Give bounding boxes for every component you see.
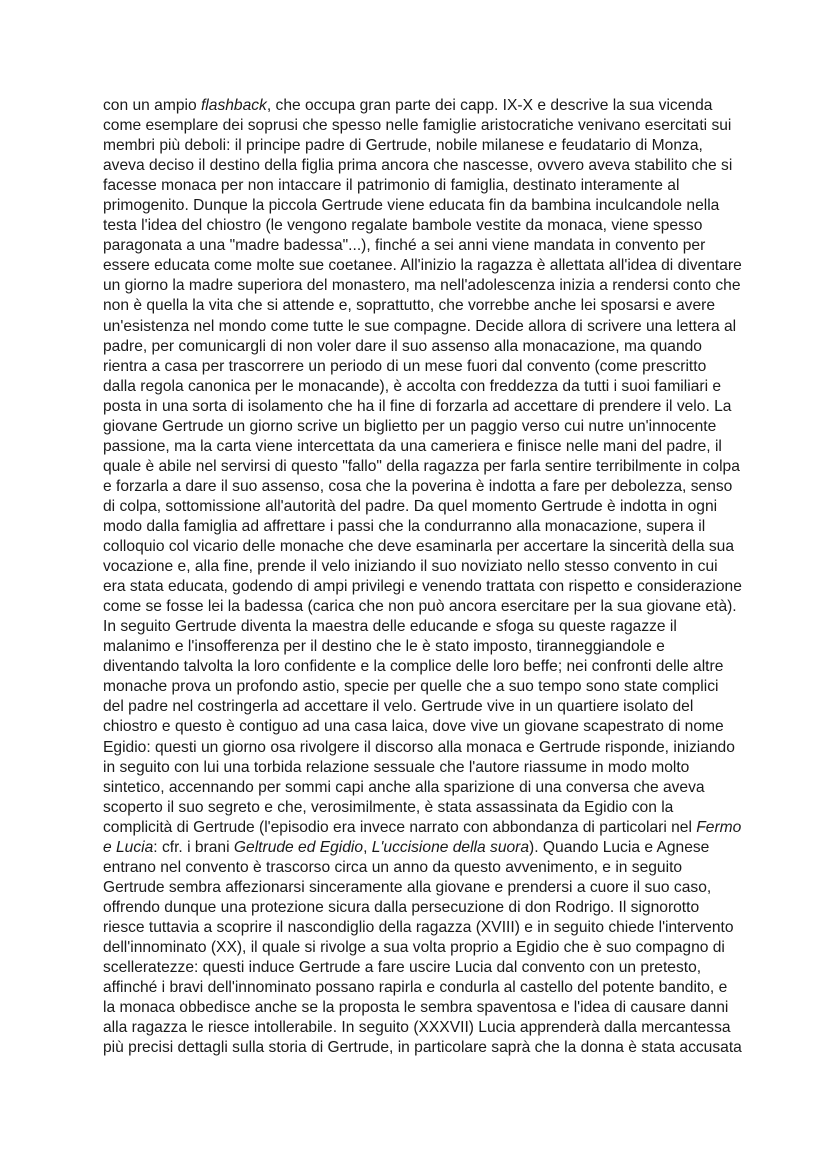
text-run: dalla regola canonica per le monacande), è accolta con freddezza da tutti i suoi familiari e bbox=[103, 377, 722, 395]
text-line bbox=[103, 1038, 743, 1058]
text-run: posta in una sorta di isolamento che ha il fine di forzarla ad accettare di prendere il velo. La bbox=[103, 397, 732, 415]
text-run: giovane Gertrude un giorno scrive un biglietto per un paggio verso cui nutre un'innocente bbox=[103, 417, 717, 435]
text-run: modo dalla famiglia ad affrettare i passi che la condurranno alla monacazione, supera il bbox=[103, 517, 706, 535]
text-line bbox=[103, 317, 743, 337]
text-run: Egidio: questi un giorno osa rivolgere il discorso alla monaca e Gertrude risponde, iniziando bbox=[103, 738, 735, 756]
text-line bbox=[103, 918, 743, 938]
text-run: : cfr. i brani bbox=[153, 838, 234, 856]
text-line bbox=[103, 417, 743, 437]
text-run: chiostro e questo è contiguo ad una casa laica, dove vive un giovane scapestrato di nome bbox=[103, 718, 724, 736]
text-run: offrendo dunque una protezione sicura dalla persecuzione di don Rodrigo. Il signorotto bbox=[103, 898, 700, 916]
text-run: più precisi dettagli sulla storia di Gertrude, in particolare saprà che la donna è stata accusata bbox=[103, 1039, 742, 1057]
text-run: passione, ma la carta viene intercettata da una cameriera e finisce nelle mani del padre, il bbox=[103, 437, 722, 455]
text-run: in seguito con lui una torbida relazione sessuale che l'autore riassume in modo molto bbox=[103, 758, 690, 776]
text-line bbox=[103, 657, 743, 677]
text-run: padre, per comunicargli di non voler dare il suo assenso alla monacazione, ma quando bbox=[103, 337, 702, 355]
text-line bbox=[103, 437, 743, 457]
text-run: come se fosse lei la badessa (carica che non può ancora esercitare per la sua giovane età). bbox=[103, 598, 737, 616]
text-run: ). Quando Lucia e Agnese bbox=[529, 838, 710, 856]
text-line bbox=[103, 738, 743, 758]
text-line bbox=[103, 637, 743, 657]
text-run: del padre nel costringerla ad accettare il velo. Gertrude vive in un quartiere isolato del bbox=[103, 698, 694, 716]
text-run: primogenito. Dunque la piccola Gertrude viene educata fin da bambina inculcandole nella bbox=[103, 197, 720, 215]
text-line bbox=[103, 216, 743, 236]
text-run: complicità di Gertrude (l'episodio era invece narrato con abbondanza di particolari nel bbox=[103, 818, 697, 836]
text-line bbox=[103, 758, 743, 778]
text-line bbox=[103, 116, 743, 136]
text-run: , bbox=[363, 838, 372, 856]
text-run: In seguito Gertrude diventa la maestra delle educande e sfoga su queste ragazze il bbox=[103, 618, 677, 636]
text-run: un giorno la madre superiora del monastero, ma nell'adolescenza inizia a rendersi conto che bbox=[103, 277, 741, 295]
text-line bbox=[103, 537, 743, 557]
text-line bbox=[103, 818, 743, 838]
text-run: rientra a casa per trascorrere un periodo di un mese fuori dal convento (come prescritto bbox=[103, 357, 707, 375]
text-run: non è quella la vita che si attende e, soprattutto, che vorrebbe anche lei sposarsi e avere bbox=[103, 297, 716, 315]
text-line bbox=[103, 557, 743, 577]
text-line bbox=[103, 517, 743, 537]
text-run: vocazione e, alla fine, prende il velo iniziando il suo noviziato nello stesso convento in cui bbox=[103, 558, 718, 576]
italic-text-run: flashback bbox=[200, 97, 267, 114]
text-run: Gertrude sembra affezionarsi sinceramente alla giovane e prendersi a cuore il suo caso, bbox=[103, 878, 712, 896]
text-run: dell'innominato (XX), il quale si rivolge a sua volta proprio a Egidio che è suo compagno di bbox=[103, 938, 725, 956]
text-run: scelleratezze: questi induce Gertrude a fare uscire Lucia dal convento con un pretesto, bbox=[103, 959, 702, 977]
text-line bbox=[103, 697, 743, 717]
text-run: riesce tuttavia a scoprire il nascondiglio della ragazza (XVIII) e in seguito chiede l'intervento bbox=[103, 918, 734, 936]
text-run: facesse monaca per non intaccare il patrimonio di famiglia, destinato interamente al bbox=[103, 177, 680, 195]
text-run: la monaca obbedisce anche se la proposta le sembra spaventosa e l'idea di causare danni bbox=[103, 999, 729, 1017]
text-line bbox=[103, 778, 743, 798]
text-run: monache prova un profondo astio, specie per quelle che a suo tempo sono state complici bbox=[103, 678, 719, 696]
text-run: testa l'idea del chiostro (le vengono regalate bambole vestite da monaca, viene spesso bbox=[103, 217, 703, 235]
text-run: era stata educata, godendo di ampi privilegi e venendo trattata con rispetto e considerazione bbox=[103, 578, 742, 596]
text-run: di colpa, sottomissione all'autorità del padre. Da quel momento Gertrude è indotta in ogni bbox=[103, 497, 718, 515]
text-line bbox=[103, 196, 743, 216]
text-line bbox=[103, 958, 743, 978]
text-line bbox=[103, 717, 743, 737]
text-run: un'esistenza nel mondo come tutte le sue compagne. Decide allora di scrivere una lettera al bbox=[103, 317, 737, 335]
text-line bbox=[103, 577, 743, 597]
text-line bbox=[103, 938, 743, 958]
text-run: malanimo e l'insofferenza per il destino che le è stato imposto, tiranneggiandole e bbox=[103, 638, 665, 656]
text-line bbox=[103, 477, 743, 497]
text-line bbox=[103, 677, 743, 697]
text-line bbox=[103, 377, 743, 397]
text-line bbox=[103, 798, 743, 818]
text-run: entrano nel convento è trascorso circa un anno da questo avvenimento, e in seguito bbox=[103, 858, 683, 876]
italic-text-run: e Lucia bbox=[103, 838, 154, 856]
text-line bbox=[103, 998, 743, 1018]
text-line bbox=[103, 236, 743, 256]
text-run: essere educata come molte sue coetanee. All'inizio la ragazza è allettata all'idea di diventare bbox=[103, 257, 742, 275]
text-line bbox=[103, 978, 743, 998]
text-line bbox=[103, 176, 743, 196]
text-line bbox=[103, 1018, 743, 1038]
text-run: scoperto il suo segreto e che, verosimilmente, è stata assassinata da Egidio con la bbox=[103, 798, 674, 816]
text-line bbox=[103, 357, 743, 377]
italic-text-run: Geltrude ed Egidio bbox=[233, 838, 364, 856]
text-line bbox=[103, 256, 743, 276]
text-run: diventando talvolta la loro confidente e la complice delle loro beffe; nei confronti delle altre bbox=[103, 658, 724, 676]
text-run: aveva deciso il destino della figlia prima ancora che nascesse, ovvero aveva stabilito che si bbox=[103, 157, 733, 175]
text-run: come esemplare dei soprusi che spesso nelle famiglie aristocratiche venivano esercitati sui bbox=[103, 117, 732, 135]
text-line bbox=[103, 276, 743, 296]
body-paragraph bbox=[103, 96, 743, 1058]
text-run: colloquio col vicario delle monache che deve esaminarla per accertare la sincerità della sua bbox=[103, 538, 735, 556]
text-run: , che occupa gran parte dei capp. IX-X e descrive la sua vicenda bbox=[266, 97, 713, 114]
text-line bbox=[103, 497, 743, 517]
text-run: quale è abile nel servirsi di questo "fallo" della ragazza per farla sentire terribilmente in colpa bbox=[103, 457, 740, 475]
text-line bbox=[103, 898, 743, 918]
italic-text-run: Fermo bbox=[696, 818, 742, 836]
text-line bbox=[103, 96, 743, 116]
text-run: affinché i bravi dell'innominato possano rapirla e condurla al castello del potente bandito, e bbox=[103, 979, 728, 997]
text-line bbox=[103, 597, 743, 617]
text-line bbox=[103, 397, 743, 417]
text-line bbox=[103, 136, 743, 156]
italic-text-run: L'uccisione della suora bbox=[371, 838, 530, 856]
text-run: sintetico, accennando per sommi capi anche alla sparizione di una conversa che aveva bbox=[103, 778, 705, 796]
text-run: membri più deboli: il principe padre di Gertrude, nobile milanese e feudatario di Monza, bbox=[103, 137, 703, 155]
text-run: e forzarla a dare il suo assenso, cosa che la poverina è indotta a fare per debolezza, senso bbox=[103, 477, 733, 495]
text-line bbox=[103, 337, 743, 357]
text-line bbox=[103, 858, 743, 878]
text-run: alla ragazza le riesce intollerabile. In seguito (XXXVII) Lucia apprenderà dalla mercantessa bbox=[103, 1019, 731, 1037]
text-line bbox=[103, 296, 743, 316]
text-run: con un ampio bbox=[103, 97, 201, 114]
text-line bbox=[103, 838, 743, 858]
text-line bbox=[103, 156, 743, 176]
text-run: paragonata a una "madre badessa"...), finché a sei anni viene mandata in convento per bbox=[103, 237, 706, 255]
text-line bbox=[103, 617, 743, 637]
text-line bbox=[103, 457, 743, 477]
text-line bbox=[103, 878, 743, 898]
